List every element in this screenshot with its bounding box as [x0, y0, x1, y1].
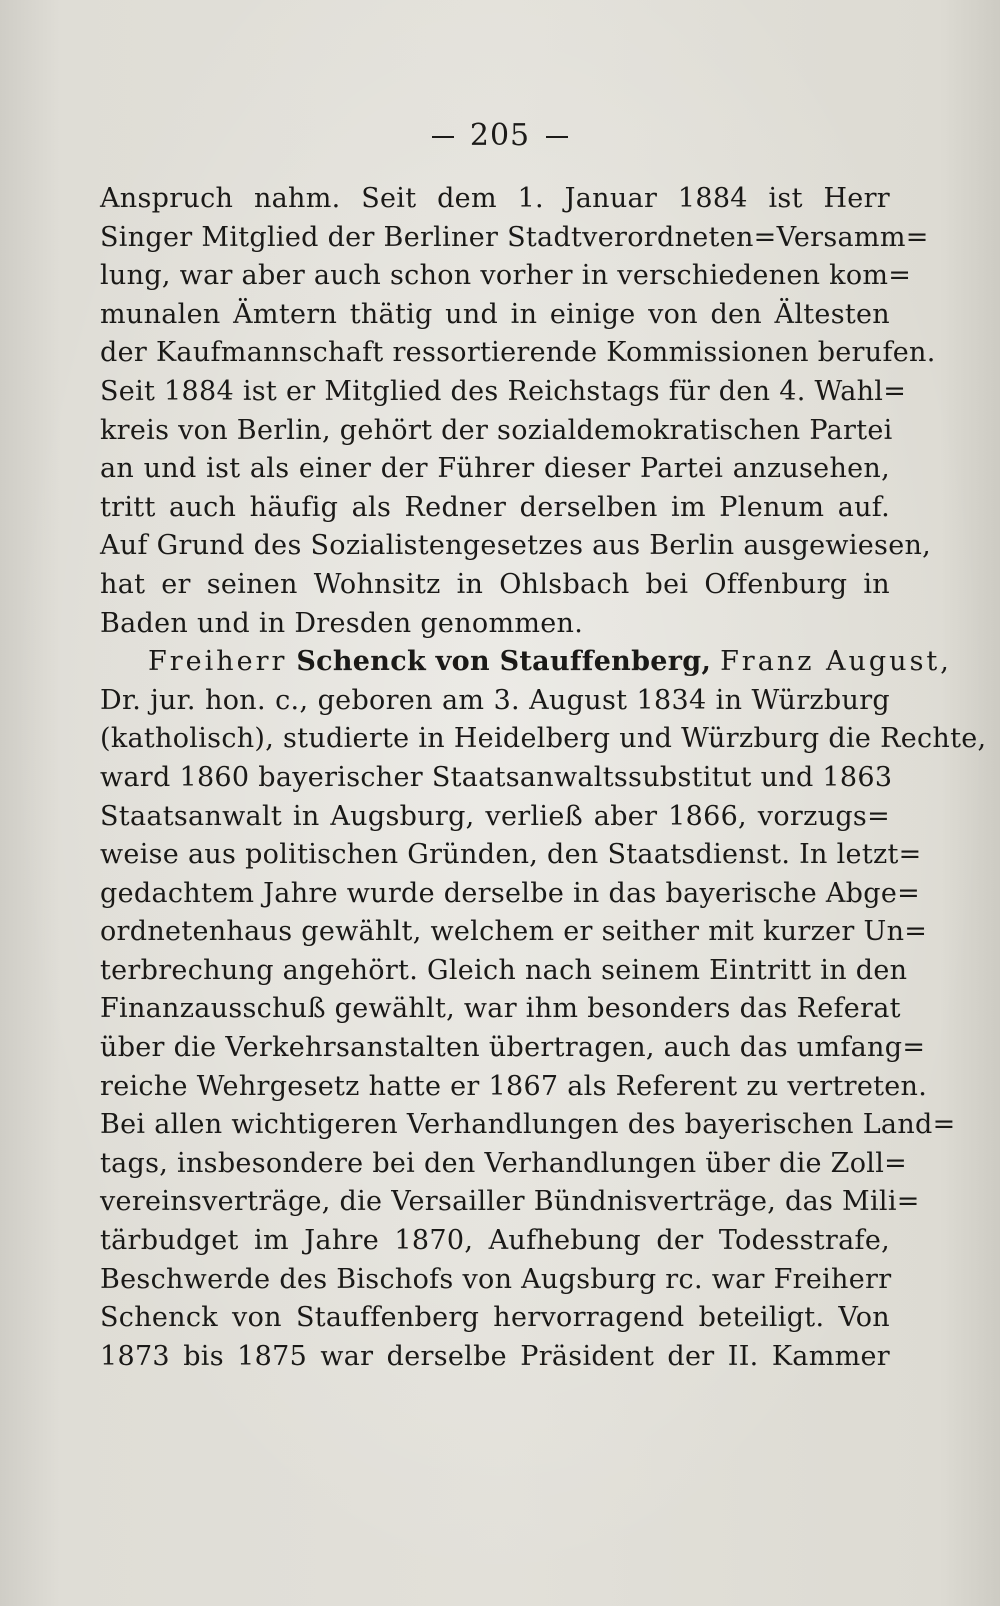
- text-line: kreis von Berlin, gehört der sozialdemokratischen Partei: [100, 414, 893, 446]
- entry-line: (katholisch), studierte in Heidelberg und Würzburg die Rechte,: [100, 723, 987, 755]
- entry-heading: [100, 643, 952, 682]
- entry-line: tags, insbesondere bei den Verhandlungen über die Zoll=: [100, 1147, 908, 1179]
- entry-name: Schenck von Stauffenberg,: [296, 646, 712, 678]
- entry-line: reiche Wehrgesetz hatte er 1867 als Referent zu vertreten.: [100, 1070, 928, 1102]
- page-number-value: 205: [469, 118, 531, 153]
- text-line: an und ist als einer der Führer dieser Partei anzusehen,: [100, 453, 890, 485]
- entry-line: gedachtem Jahre wurde derselbe in das bayerische Abge=: [100, 877, 921, 909]
- entry-line: Staatsanwalt in Augsburg, verließ aber 1866, vorzugs=: [100, 800, 890, 832]
- entry-line: Beschwerde des Bischofs von Augsburg rc. war Freiherr: [100, 1263, 892, 1295]
- text-line: hat er seinen Wohnsitz in Ohlsbach bei Offenburg in: [100, 568, 890, 600]
- entry-line: tärbudget im Jahre 1870, Aufhebung der Todesstrafe,: [100, 1225, 890, 1257]
- entry-line: Finanzausschuß gewählt, war ihm besonders das Referat: [100, 993, 901, 1025]
- entry-title-prefix: Freiherr: [148, 646, 288, 678]
- left-dash: [432, 136, 454, 138]
- entry-line: terbrechung angehört. Gleich nach seinem Eintritt in den: [100, 954, 908, 986]
- text-line: Baden und in Dresden genommen.: [100, 607, 584, 639]
- entry-line: Bei allen wichtigeren Verhandlungen des bayerischen Land=: [100, 1109, 956, 1141]
- entry-line: über die Verkehrsanstalten übertragen, auch das umfang=: [100, 1032, 926, 1064]
- entry-given-names: Franz August,: [720, 646, 952, 678]
- body-text: [100, 180, 987, 1376]
- text-line: lung, war aber auch schon vorher in verschiedenen kom=: [100, 260, 912, 292]
- entry-line: 1873 bis 1875 war derselbe Präsident der II. Kammer: [100, 1340, 890, 1372]
- text-line: Singer Mitglied der Berliner Stadtverordneten=Versamm=: [100, 221, 929, 253]
- text-line: Anspruch nahm. Seit dem 1. Januar 1884 ist Herr: [100, 183, 890, 214]
- entry-line: Dr. jur. hon. c., geboren am 3. August 1834 in Würzburg: [100, 684, 890, 716]
- entry-line: vereinsverträge, die Versailler Bündnisverträge, das Mili=: [100, 1186, 920, 1218]
- entry-line: Schenck von Stauffenberg hervorragend beteiligt. Von: [100, 1302, 890, 1334]
- page-number: [0, 118, 1000, 153]
- text-line: der Kaufmannschaft ressortierende Kommissionen berufen.: [100, 337, 936, 369]
- right-dash: [546, 136, 568, 138]
- text-line: Auf Grund des Sozialistengesetzes aus Berlin ausgewiesen,: [100, 530, 932, 562]
- entry-line: weise aus politischen Gründen, den Staatsdienst. In letzt=: [100, 839, 922, 871]
- text-line: munalen Ämtern thätig und in einige von den Ältesten: [100, 298, 890, 330]
- entry-line: ordnetenhaus gewählt, welchem er seither mit kurzer Un=: [100, 916, 928, 948]
- text-line: tritt auch häufig als Redner derselben im Plenum auf.: [100, 491, 890, 523]
- text-line: Seit 1884 ist er Mitglied des Reichstags für den 4. Wahl=: [100, 375, 907, 407]
- entry-line: ward 1860 bayerischer Staatsanwaltssubstitut und 1863: [100, 761, 893, 793]
